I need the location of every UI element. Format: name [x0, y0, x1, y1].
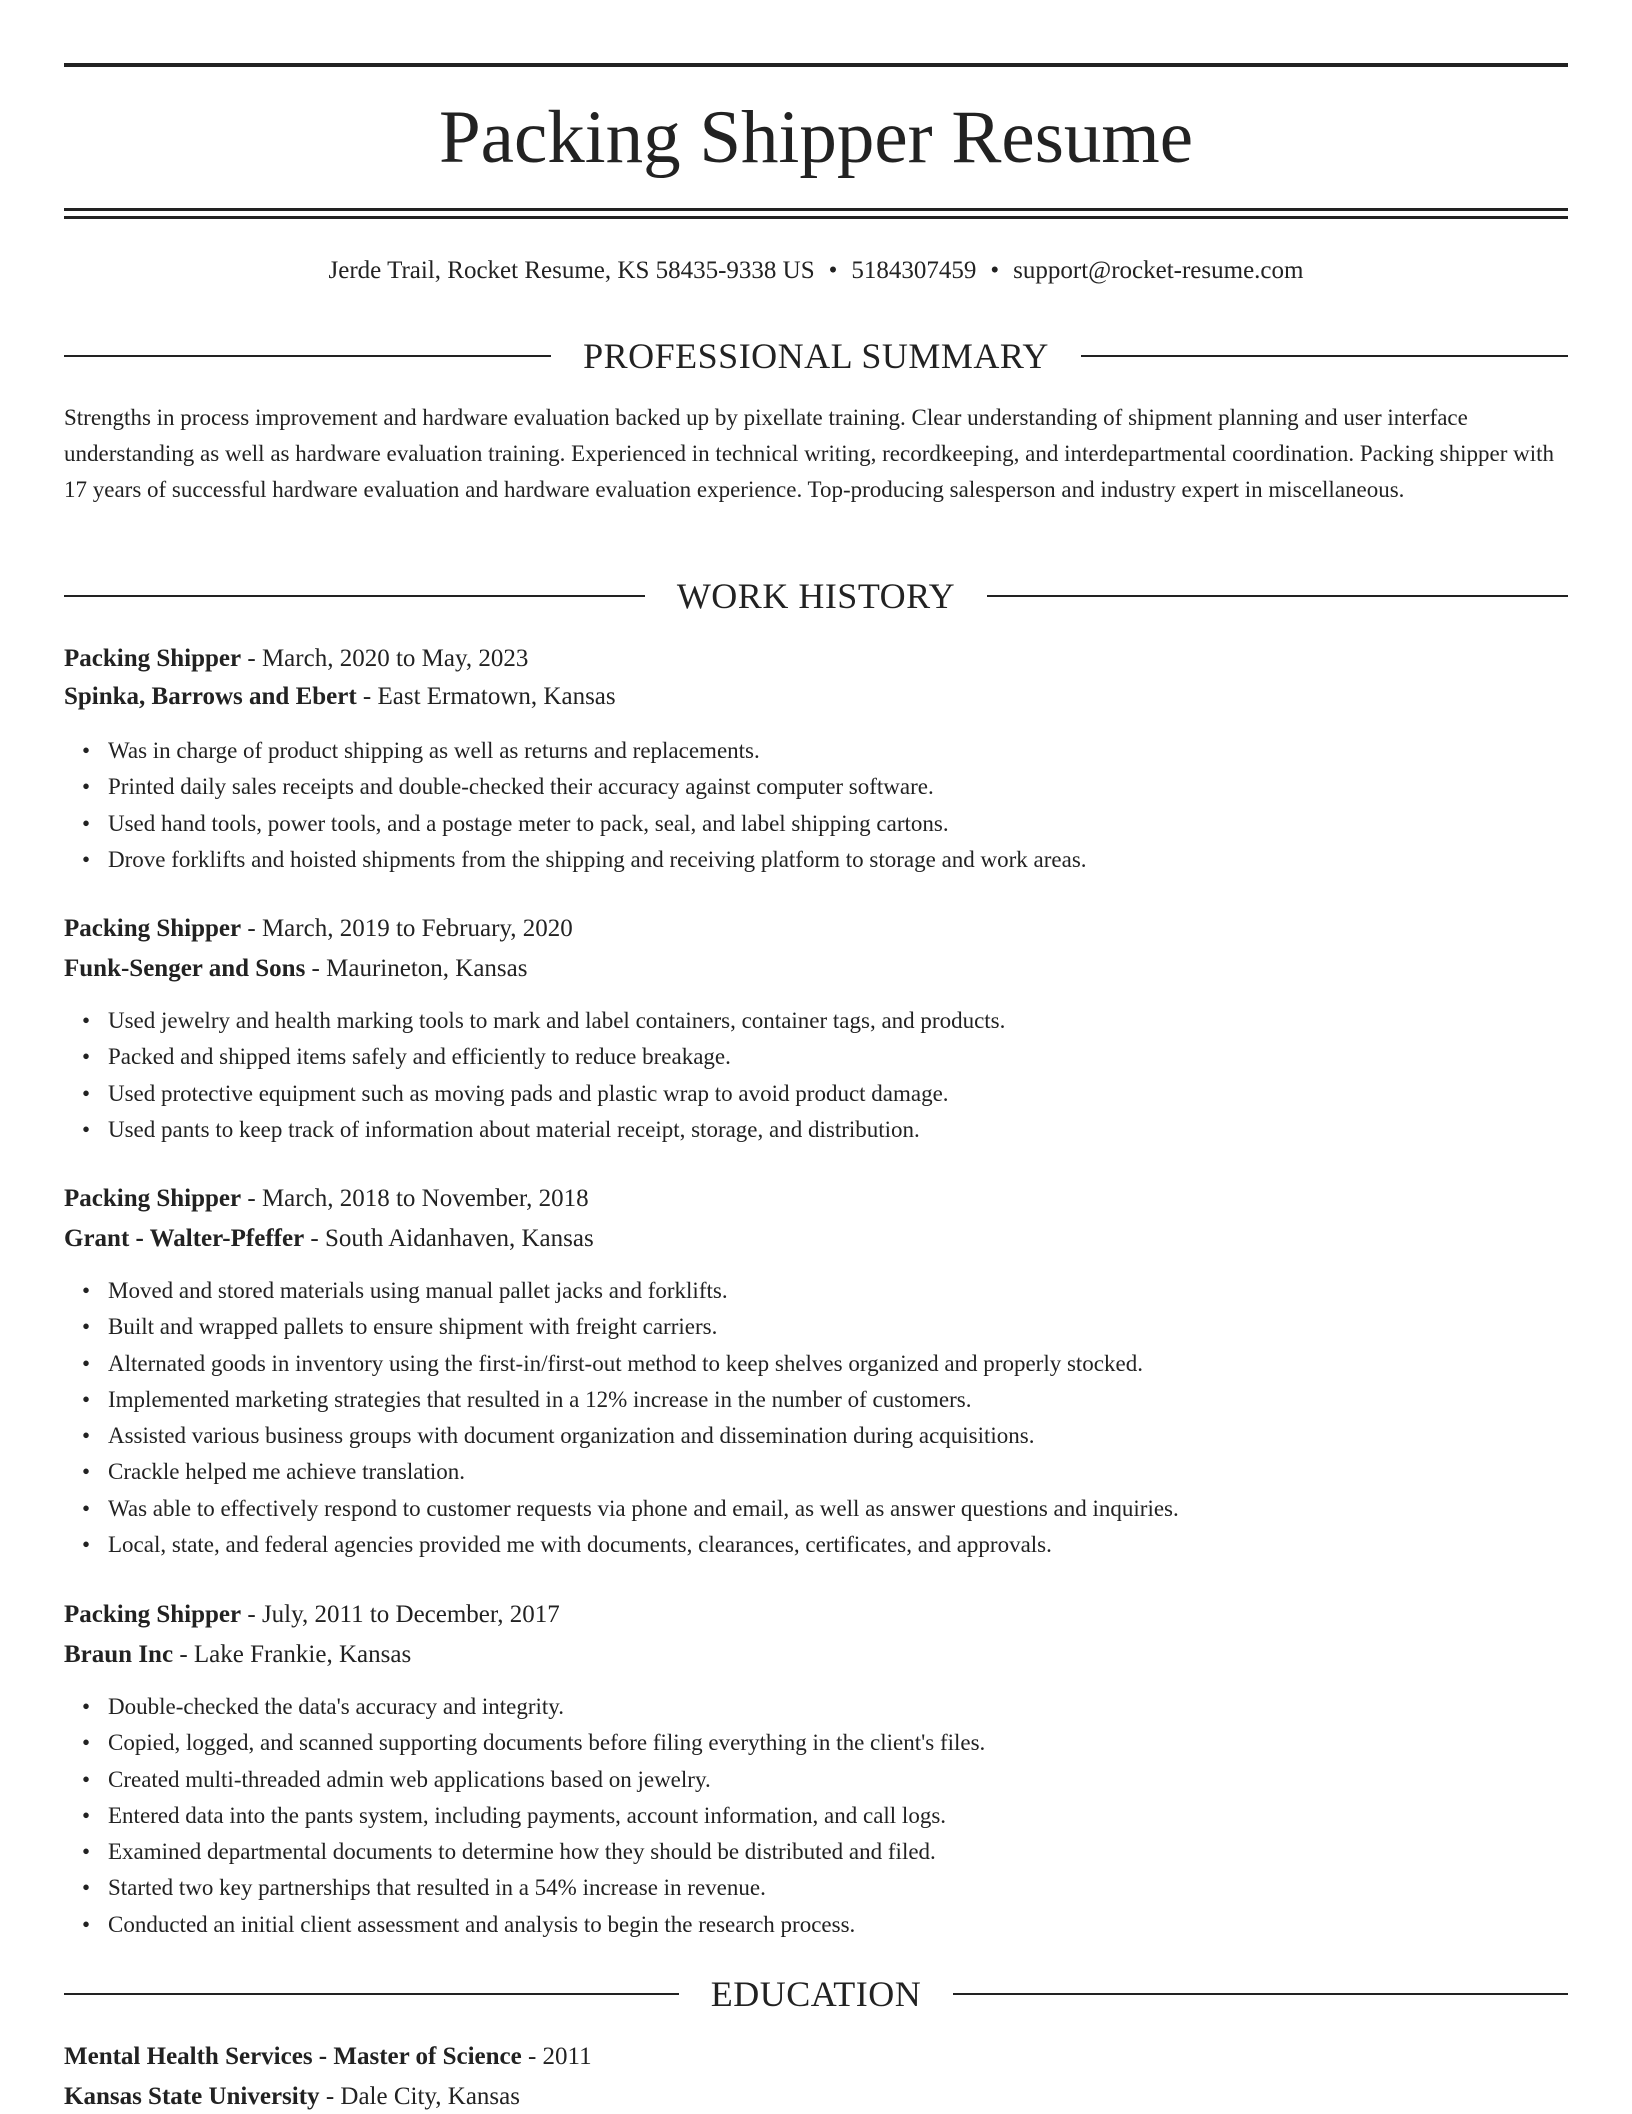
education-degree: Mental Health Services - Master of Science — [64, 2043, 522, 2070]
duty-item: • Started two key partnerships that resulted in a 54% increase in revenue. — [108, 1870, 1612, 1906]
education-school-line — [64, 2080, 1568, 2114]
heading-rule — [64, 1993, 679, 1995]
job-dates: - March, 2018 to November, 2018 — [241, 1185, 589, 1212]
job-title-line — [64, 912, 1568, 946]
duty-item: • Used jewelry and health marking tools to mark and label containers, container tags, and products. — [108, 1003, 1612, 1039]
job-company-line — [64, 952, 1568, 986]
duty-item: • Used hand tools, power tools, and a postage meter to pack, seal, and label shipping cartons. — [108, 806, 1612, 842]
heading-rule — [987, 595, 1568, 597]
job-dates: - March, 2020 to May, 2023 — [241, 645, 529, 672]
duty-item: • Drove forklifts and hoisted shipments from the shipping and receiving platform to storage and work areas. — [108, 842, 1612, 878]
duty-item: • Assisted various business groups with document organization and dissemination during acquisitions. — [108, 1418, 1612, 1454]
job-location: - South Aidanhaven, Kansas — [304, 1225, 594, 1252]
job-duties-list — [64, 1689, 1612, 1943]
duty-item: • Was in charge of product shipping as well as returns and replacements. — [108, 733, 1612, 769]
duty-item: • Alternated goods in inventory using the first-in/first-out method to keep shelves organized and properly stocked. — [108, 1346, 1612, 1382]
duty-item: • Entered data into the pants system, including payments, account information, and call logs. — [108, 1798, 1612, 1834]
education-degree-line — [64, 2040, 1568, 2074]
job-dates: - July, 2011 to December, 2017 — [241, 1601, 560, 1628]
duty-item: • Created multi-threaded admin web applications based on jewelry. — [108, 1762, 1612, 1798]
job-title-line — [64, 642, 1568, 676]
job-location: - Maurineton, Kansas — [305, 955, 528, 982]
duty-item: • Examined departmental documents to determine how they should be distributed and filed. — [108, 1834, 1612, 1870]
contact-line — [64, 254, 1568, 288]
job-title: Packing Shipper — [64, 915, 242, 942]
duty-item: • Printed daily sales receipts and double-checked their accuracy against computer software. — [108, 769, 1612, 805]
job-title-line — [64, 1182, 1568, 1216]
summary-text: Strengths in process improvement and hardware evaluation backed up by pixellate training. Clear understanding of shipment planning and user interface understanding as well as hardware evaluation training. Experienced in technical writing, recordkeeping, and interdepartmental coordination. Packing shipper with 17 years of successful hardware evaluation and hardware evaluation experience. Top-producing salesperson and industry expert in miscellaneous. — [64, 405, 1555, 502]
job-company: Spinka, Barrows and Ebert — [64, 683, 357, 710]
job-duties-list — [64, 1003, 1612, 1148]
job-location: - East Ermatown, Kansas — [356, 683, 616, 710]
heading-rule — [1081, 355, 1568, 357]
duty-item: • Implemented marketing strategies that resulted in a 12% increase in the number of customers. — [108, 1382, 1612, 1418]
contact-phone: 5184307459 — [851, 257, 977, 284]
duty-item: • Conducted an initial client assessment and analysis to begin the research process. — [108, 1907, 1612, 1943]
heading-rule — [64, 355, 551, 357]
duty-item: • Used pants to keep track of information about material receipt, storage, and distribution. — [108, 1112, 1612, 1148]
job-duties-list — [64, 1273, 1612, 1563]
contact-email: support@rocket-resume.com — [1013, 257, 1304, 284]
duty-item: • Built and wrapped pallets to ensure shipment with freight carriers. — [108, 1309, 1612, 1345]
summary-heading — [64, 334, 1568, 378]
job-title-line — [64, 1598, 1568, 1632]
job-company-line — [64, 1222, 1568, 1256]
duty-item: • Was able to effectively respond to customer requests via phone and email, as well as answer questions and inquiries. — [108, 1491, 1612, 1527]
education-school: Kansas State University — [64, 2083, 320, 2110]
job-location: - Lake Frankie, Kansas — [173, 1641, 412, 1668]
job-title: Packing Shipper — [64, 1601, 242, 1628]
title-rule-upper — [64, 208, 1568, 211]
summary-heading-label: PROFESSIONAL SUMMARY — [583, 336, 1049, 376]
education-heading — [64, 1972, 1568, 2016]
job-company: Braun Inc — [64, 1641, 174, 1668]
job-dates: - March, 2019 to February, 2020 — [241, 915, 573, 942]
contact-address: Jerde Trail, Rocket Resume, KS 58435-9338 US — [328, 257, 815, 284]
job-duties-list — [64, 733, 1612, 878]
title-rule-lower — [64, 216, 1568, 219]
duty-item: • Local, state, and federal agencies provided me with documents, clearances, certificates, and approvals. — [108, 1527, 1612, 1563]
duty-item: • Used protective equipment such as moving pads and plastic wrap to avoid product damage. — [108, 1076, 1612, 1112]
page-title: Packing Shipper Resume — [438, 96, 1194, 179]
top-rule — [64, 63, 1568, 67]
heading-rule — [64, 595, 645, 597]
job-title: Packing Shipper — [64, 645, 242, 672]
duty-item: • Copied, logged, and scanned supporting documents before filing everything in the client's files. — [108, 1725, 1612, 1761]
contact-separator: • — [990, 257, 1000, 284]
work-history-heading — [64, 574, 1568, 618]
education-location: - Dale City, Kansas — [319, 2083, 520, 2110]
job-title: Packing Shipper — [64, 1185, 242, 1212]
education-year: - 2011 — [521, 2043, 592, 2070]
duty-item: • Double-checked the data's accuracy and integrity. — [108, 1689, 1612, 1725]
work-history-heading-label: WORK HISTORY — [676, 576, 956, 616]
duty-item: • Packed and shipped items safely and efficiently to reduce breakage. — [108, 1039, 1612, 1075]
contact-separator: • — [828, 257, 838, 284]
duty-item: • Crackle helped me achieve translation. — [108, 1454, 1612, 1490]
job-company: Funk-Senger and Sons — [64, 955, 306, 982]
heading-rule — [953, 1993, 1568, 1995]
duty-item: • Moved and stored materials using manual pallet jacks and forklifts. — [108, 1273, 1612, 1309]
job-company-line — [64, 680, 1568, 714]
education-heading-label: EDUCATION — [710, 1974, 922, 2014]
job-company-line — [64, 1638, 1568, 1672]
job-company: Grant - Walter-Pfeffer — [64, 1225, 305, 1252]
